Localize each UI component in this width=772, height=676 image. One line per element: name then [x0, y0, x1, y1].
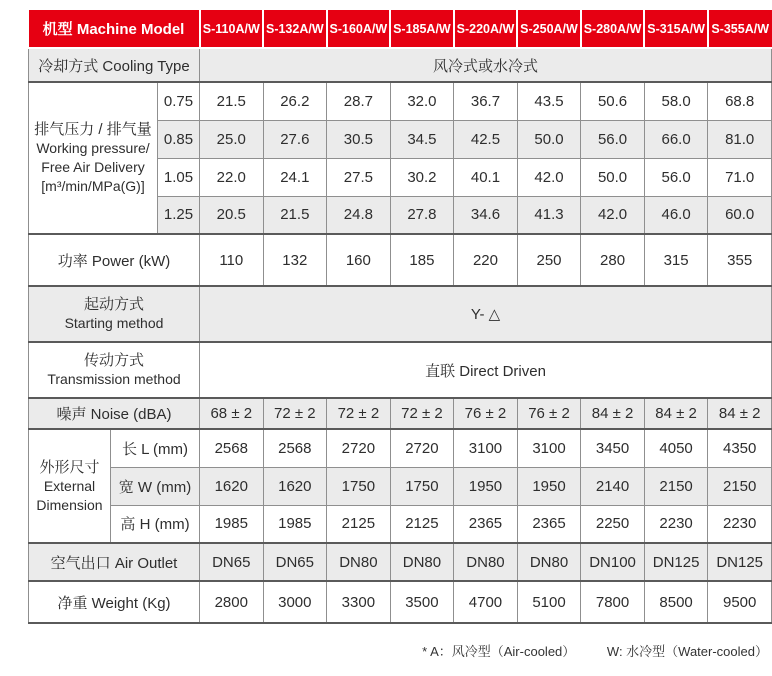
value-cell: 4350 — [708, 429, 772, 467]
transmission-method-label — [29, 342, 200, 398]
value-cell: 7800 — [581, 581, 645, 623]
value-cell: 1950 — [454, 467, 518, 505]
machine-model-header: 机型 Machine Model — [29, 10, 200, 48]
value-cell: 68.8 — [708, 82, 772, 120]
length-label: 长 L (mm) — [111, 429, 200, 467]
machine-spec-table — [28, 10, 772, 624]
working-pressure-label — [29, 82, 158, 234]
value-cell: 4700 — [454, 581, 518, 623]
value-cell: 280 — [581, 234, 645, 286]
starting-label-cn: 起动方式 — [83, 296, 144, 313]
value-cell: 185 — [390, 234, 454, 286]
transmission-method-row — [29, 342, 772, 398]
value-cell: 3300 — [327, 581, 391, 623]
dimension-row — [29, 429, 772, 467]
value-cell: 9500 — [708, 581, 772, 623]
value-cell: 3450 — [581, 429, 645, 467]
value-cell: 21.5 — [200, 82, 264, 120]
value-cell: 2125 — [327, 505, 391, 543]
pressure-label-en1: Working pressure/ — [36, 140, 150, 156]
footnote-water-cooled: W: 水冷型（Water-cooled） — [606, 644, 768, 659]
table-header-row — [29, 10, 772, 48]
value-cell: 5100 — [517, 581, 581, 623]
pressure-label-cn: 排气压力 / 排气量 — [34, 121, 152, 138]
value-cell: 42.5 — [454, 120, 518, 158]
value-cell: 3100 — [454, 429, 518, 467]
value-cell: 28.7 — [327, 82, 391, 120]
value-cell: 4050 — [644, 429, 708, 467]
transmission-label-cn: 传动方式 — [83, 352, 144, 369]
dimension-row — [29, 505, 772, 543]
value-cell: 2800 — [200, 581, 264, 623]
value-cell: 1750 — [327, 467, 391, 505]
value-cell: 3500 — [390, 581, 454, 623]
value-cell: 1950 — [517, 467, 581, 505]
value-cell: 27.6 — [263, 120, 327, 158]
power-label: 功率 Power (kW) — [29, 234, 200, 286]
value-cell: 2140 — [581, 467, 645, 505]
value-cell: 2568 — [200, 429, 264, 467]
value-cell: 84 ± 2 — [708, 398, 772, 429]
value-cell: 50.0 — [517, 120, 581, 158]
value-cell: 30.2 — [390, 158, 454, 196]
value-cell: 2568 — [263, 429, 327, 467]
starting-method-value: Y- △ — [200, 286, 772, 342]
value-cell: 76 ± 2 — [454, 398, 518, 429]
value-cell: 72 ± 2 — [390, 398, 454, 429]
value-cell: DN65 — [263, 543, 327, 581]
noise-label: 噪声 Noise (dBA) — [29, 398, 200, 429]
value-cell: DN80 — [517, 543, 581, 581]
value-cell: DN65 — [200, 543, 264, 581]
value-cell: 220 — [454, 234, 518, 286]
power-row — [29, 234, 772, 286]
value-cell: 84 ± 2 — [581, 398, 645, 429]
model-header-cell: S-132A/W — [263, 10, 327, 48]
value-cell: DN80 — [327, 543, 391, 581]
value-cell: 2365 — [517, 505, 581, 543]
dimension-row — [29, 467, 772, 505]
value-cell: 72 ± 2 — [263, 398, 327, 429]
value-cell: DN80 — [454, 543, 518, 581]
pressure-label-unit: [m³/min/MPa(G)] — [41, 178, 145, 194]
value-cell: 1985 — [200, 505, 264, 543]
value-cell: 68 ± 2 — [200, 398, 264, 429]
value-cell: 20.5 — [200, 196, 264, 234]
pressure-level-cell: 0.85 — [158, 120, 200, 158]
value-cell: 1620 — [200, 467, 264, 505]
value-cell: 2150 — [644, 467, 708, 505]
pressure-level-cell: 1.25 — [158, 196, 200, 234]
pressure-level-cell: 0.75 — [158, 82, 200, 120]
value-cell: 42.0 — [581, 196, 645, 234]
value-cell: 56.0 — [581, 120, 645, 158]
model-header-cell: S-355A/W — [708, 10, 772, 48]
value-cell: 24.1 — [263, 158, 327, 196]
value-cell: 66.0 — [644, 120, 708, 158]
model-header-cell: S-220A/W — [454, 10, 518, 48]
value-cell: 26.2 — [263, 82, 327, 120]
value-cell: 21.5 — [263, 196, 327, 234]
air-outlet-row — [29, 543, 772, 581]
value-cell: 81.0 — [708, 120, 772, 158]
dimension-label-cn: 外形尺寸 — [39, 458, 100, 476]
pressure-level-cell: 1.05 — [158, 158, 200, 196]
value-cell: DN100 — [581, 543, 645, 581]
weight-row — [29, 581, 772, 623]
value-cell: 76 ± 2 — [517, 398, 581, 429]
value-cell: 56.0 — [644, 158, 708, 196]
value-cell: 24.8 — [327, 196, 391, 234]
pressure-row — [29, 82, 772, 120]
value-cell: 58.0 — [644, 82, 708, 120]
value-cell: 32.0 — [390, 82, 454, 120]
value-cell: 110 — [200, 234, 264, 286]
value-cell: 22.0 — [200, 158, 264, 196]
value-cell: 50.6 — [581, 82, 645, 120]
cooling-type-label: 冷却方式 Cooling Type — [29, 48, 200, 82]
starting-method-row — [29, 286, 772, 342]
value-cell: 50.0 — [581, 158, 645, 196]
value-cell: 2720 — [327, 429, 391, 467]
value-cell: 27.5 — [327, 158, 391, 196]
footnote — [28, 641, 768, 660]
value-cell: 27.8 — [390, 196, 454, 234]
model-header-cell: S-280A/W — [581, 10, 645, 48]
value-cell: DN125 — [644, 543, 708, 581]
pressure-label-en2: Free Air Delivery — [41, 159, 145, 175]
value-cell: 1985 — [263, 505, 327, 543]
value-cell: 2230 — [708, 505, 772, 543]
value-cell: 3000 — [263, 581, 327, 623]
value-cell: 42.0 — [517, 158, 581, 196]
starting-method-label — [29, 286, 200, 342]
weight-label: 净重 Weight (Kg) — [29, 581, 200, 623]
value-cell: 84 ± 2 — [644, 398, 708, 429]
dimension-label-en2: Dimension — [36, 496, 103, 513]
value-cell: 30.5 — [327, 120, 391, 158]
model-header-cell: S-250A/W — [517, 10, 581, 48]
value-cell: 34.6 — [454, 196, 518, 234]
value-cell: 355 — [708, 234, 772, 286]
value-cell: 46.0 — [644, 196, 708, 234]
model-header-cell: S-315A/W — [644, 10, 708, 48]
cooling-type-row — [29, 48, 772, 82]
value-cell: 34.5 — [390, 120, 454, 158]
external-dimension-label — [29, 429, 111, 543]
cooling-type-value: 风冷式或水冷式 — [200, 48, 772, 82]
value-cell: 8500 — [644, 581, 708, 623]
value-cell: 1620 — [263, 467, 327, 505]
value-cell: 40.1 — [454, 158, 518, 196]
value-cell: 60.0 — [708, 196, 772, 234]
value-cell: 160 — [327, 234, 391, 286]
value-cell: 1750 — [390, 467, 454, 505]
value-cell: 25.0 — [200, 120, 264, 158]
starting-label-en: Starting method — [64, 315, 164, 331]
value-cell: 2250 — [581, 505, 645, 543]
noise-row — [29, 398, 772, 429]
value-cell: 72 ± 2 — [327, 398, 391, 429]
value-cell: 41.3 — [517, 196, 581, 234]
model-header-cell: S-160A/W — [327, 10, 391, 48]
value-cell: DN125 — [708, 543, 772, 581]
transmission-label-en: Transmission method — [47, 371, 181, 387]
transmission-method-value: 直联 Direct Driven — [200, 342, 772, 398]
width-label: 宽 W (mm) — [111, 467, 200, 505]
value-cell: 3100 — [517, 429, 581, 467]
value-cell: 315 — [644, 234, 708, 286]
footnote-air-cooled: * A：风冷型（Air-cooled） — [422, 644, 576, 659]
value-cell: 2125 — [390, 505, 454, 543]
model-header-cell: S-185A/W — [390, 10, 454, 48]
dimension-label-en1: External — [43, 477, 96, 494]
value-cell: 132 — [263, 234, 327, 286]
value-cell: 36.7 — [454, 82, 518, 120]
value-cell: 250 — [517, 234, 581, 286]
value-cell: 2230 — [644, 505, 708, 543]
model-header-cell: S-110A/W — [200, 10, 264, 48]
air-outlet-label: 空气出口 Air Outlet — [29, 543, 200, 581]
value-cell: 2720 — [390, 429, 454, 467]
value-cell: 71.0 — [708, 158, 772, 196]
height-label: 高 H (mm) — [111, 505, 200, 543]
value-cell: DN80 — [390, 543, 454, 581]
value-cell: 2365 — [454, 505, 518, 543]
value-cell: 2150 — [708, 467, 772, 505]
value-cell: 43.5 — [517, 82, 581, 120]
